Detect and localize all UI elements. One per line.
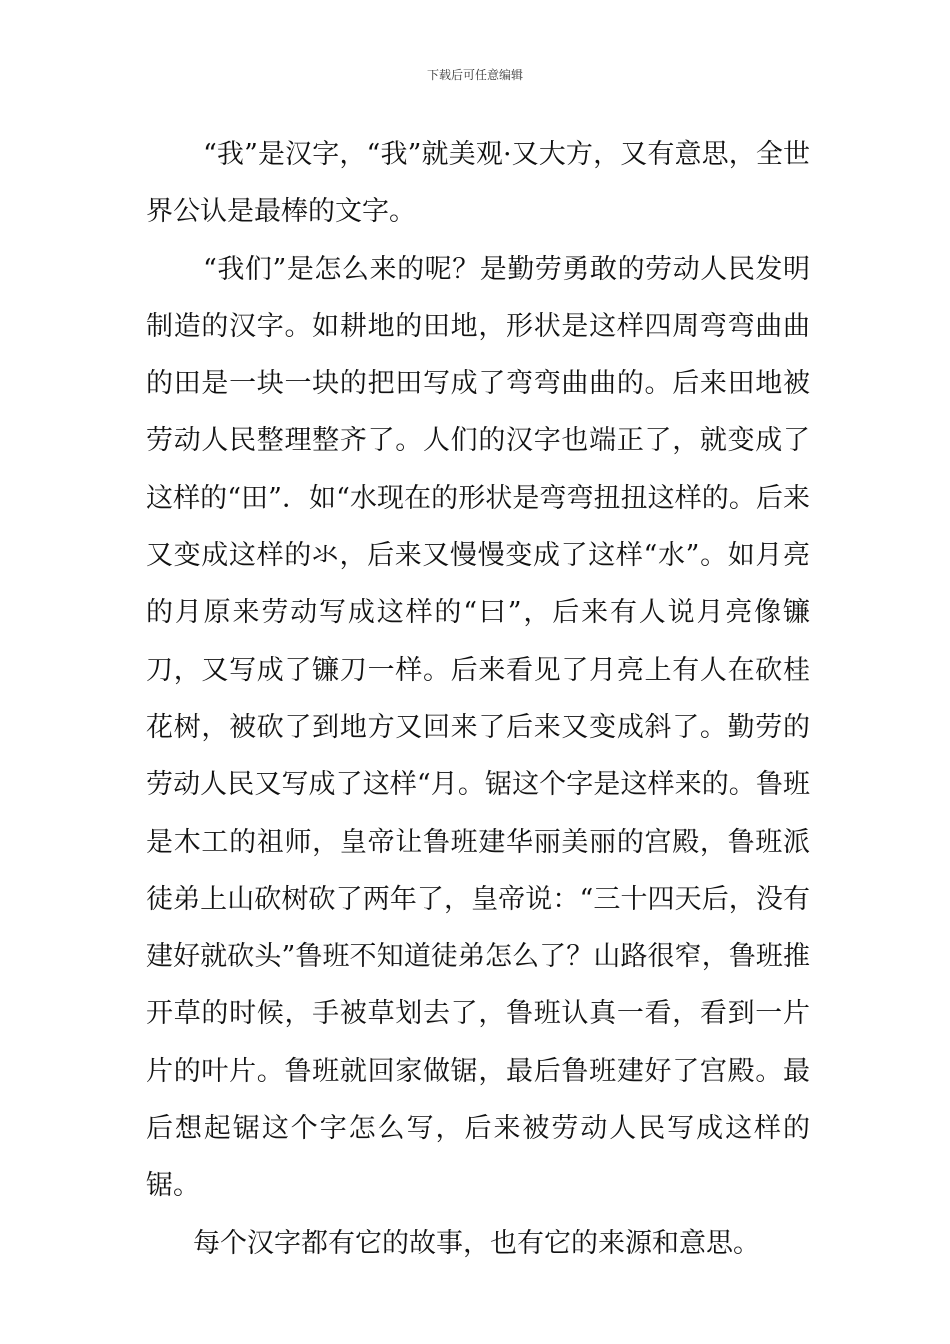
- page-header: 下载后可任意编辑: [426, 68, 523, 82]
- paragraph-1: “我”是汉字，“我”就美观·又大方，又有意思，全世界公认是最棒的文字。: [146, 139, 810, 228]
- document-body: [146, 126, 810, 1272]
- paragraph-3: 每个汉字都有它的故事，也有它的来源和意思。: [193, 1227, 760, 1259]
- paragraph-2: “我们”是怎么来的呢？是勤劳勇敢的劳动人民发明制造的汉字。如耕地的田地，形状是这样四周弯弯曲曲的田是一块一块的把田写成了弯弯曲曲的。后来田地被劳动人民整理整齐了。人们的汉字也端正了，就变成了这样的“田”．如“水现在的形状是弯弯扭扭这样的。后来又变成这样的氺，后来又慢慢变成了这样“水”。如月亮的月原来劳动写成这样的“曰”，后来有人说月亮像镰刀，又写成了镰刀一样。后来看见了月亮上有人在砍桂花树，被砍了到地方又回来了后来又变成斜了。勤劳的劳动人民又写成了这样“月。锯这个字是这样来的。鲁班是木工的祖师，皇帝让鲁班建华丽美丽的宫殿，鲁班派徒弟上山砍树砍了两年了，皇帝说：“三十四天后，没有建好就砍头”鲁班不知道徒弟怎么了？山路很窄，鲁班推开草的时候，手被草划去了，鲁班认真一看，看到一片片的叶片。鲁班就回家做锯，最后鲁班建好了宫殿。最后想起锯这个字怎么写，后来被劳动人民写成这样的锯。: [146, 253, 810, 1202]
